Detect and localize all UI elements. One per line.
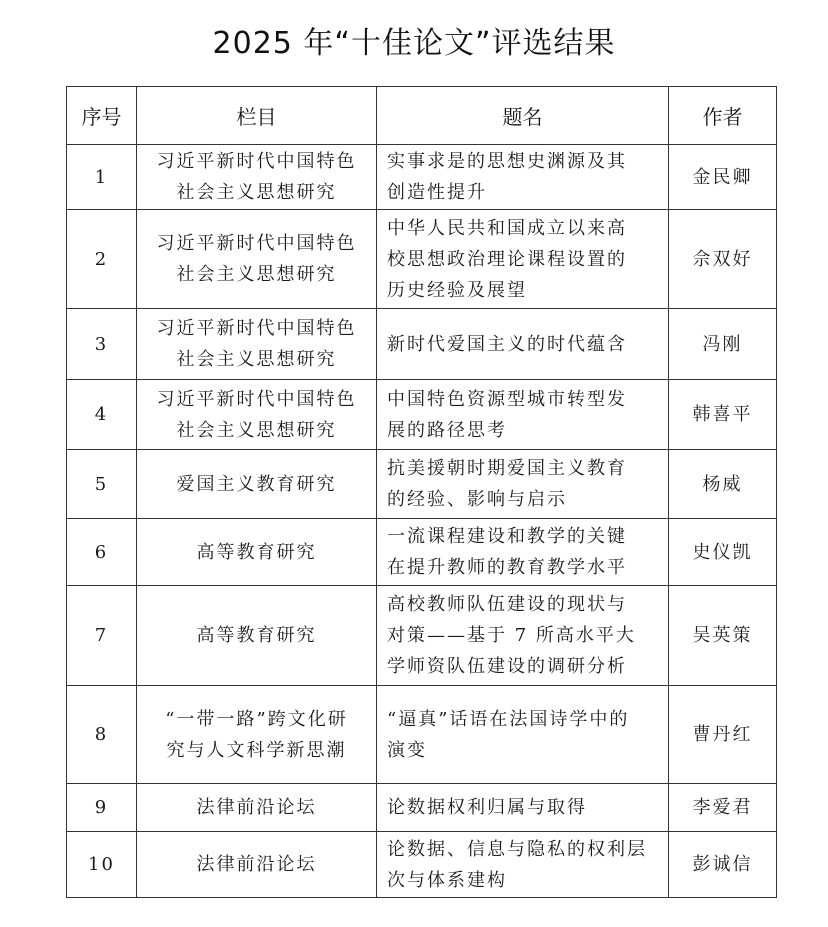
header-author: 作者 [669,87,777,145]
row-author: 佘双好 [669,210,777,309]
header-column: 栏目 [137,87,377,145]
table-row [67,832,777,898]
row-title: “逼真”话语在法国诗学中的 演变 [377,686,669,784]
row-no: 2 [67,210,137,309]
table-row [67,380,777,450]
row-column: 习近平新时代中国特色 社会主义思想研究 [137,309,377,380]
row-author: 曹丹红 [669,686,777,784]
row-author: 彭诚信 [669,832,777,898]
row-column: 法律前沿论坛 [137,784,377,832]
header-title: 题名 [377,87,669,145]
row-no: 1 [67,145,137,210]
row-column: 习近平新时代中国特色 社会主义思想研究 [137,210,377,309]
table-row [67,145,777,210]
row-column: 习近平新时代中国特色 社会主义思想研究 [137,380,377,450]
header-no: 序号 [67,87,137,145]
row-no: 8 [67,686,137,784]
row-column: 高等教育研究 [137,586,377,686]
row-title: 中国特色资源型城市转型发 展的路径思考 [377,380,669,450]
row-column: 法律前沿论坛 [137,832,377,898]
row-column: 习近平新时代中国特色 社会主义思想研究 [137,145,377,210]
row-no: 3 [67,309,137,380]
row-column: 高等教育研究 [137,519,377,586]
row-no: 6 [67,519,137,586]
row-title: 抗美援朝时期爱国主义教育 的经验、影响与启示 [377,450,669,519]
row-title: 新时代爱国主义的时代蕴含 [377,309,669,380]
row-author: 杨威 [669,450,777,519]
table-header-row [67,87,777,145]
row-author: 冯刚 [669,309,777,380]
row-title: 高校教师队伍建设的现状与 对策——基于 7 所高水平大 学师资队伍建设的调研分析 [377,586,669,686]
table-row [67,519,777,586]
row-author: 吴英策 [669,586,777,686]
row-no: 5 [67,450,137,519]
row-no: 7 [67,586,137,686]
row-no: 9 [67,784,137,832]
row-no: 10 [67,832,137,898]
table-row [67,210,777,309]
row-no: 4 [67,380,137,450]
table-row [67,586,777,686]
table-row [67,686,777,784]
row-author: 韩喜平 [669,380,777,450]
row-title: 实事求是的思想史渊源及其 创造性提升 [377,145,669,210]
row-title: 中华人民共和国成立以来高 校思想政治理论课程设置的 历史经验及展望 [377,210,669,309]
results-table [66,86,777,898]
row-title: 论数据、信息与隐私的权利层 次与体系建构 [377,832,669,898]
table-row [67,784,777,832]
table-row [67,309,777,380]
row-title: 论数据权利归属与取得 [377,784,669,832]
row-title: 一流课程建设和教学的关键 在提升教师的教育教学水平 [377,519,669,586]
row-author: 金民卿 [669,145,777,210]
row-author: 史仪凯 [669,519,777,586]
row-column: 爱国主义教育研究 [137,450,377,519]
page-title: 2025 年“十佳论文”评选结果 [212,26,616,61]
row-column: “一带一路”跨文化研 究与人文科学新思潮 [137,686,377,784]
table-row [67,450,777,519]
row-author: 李爱君 [669,784,777,832]
